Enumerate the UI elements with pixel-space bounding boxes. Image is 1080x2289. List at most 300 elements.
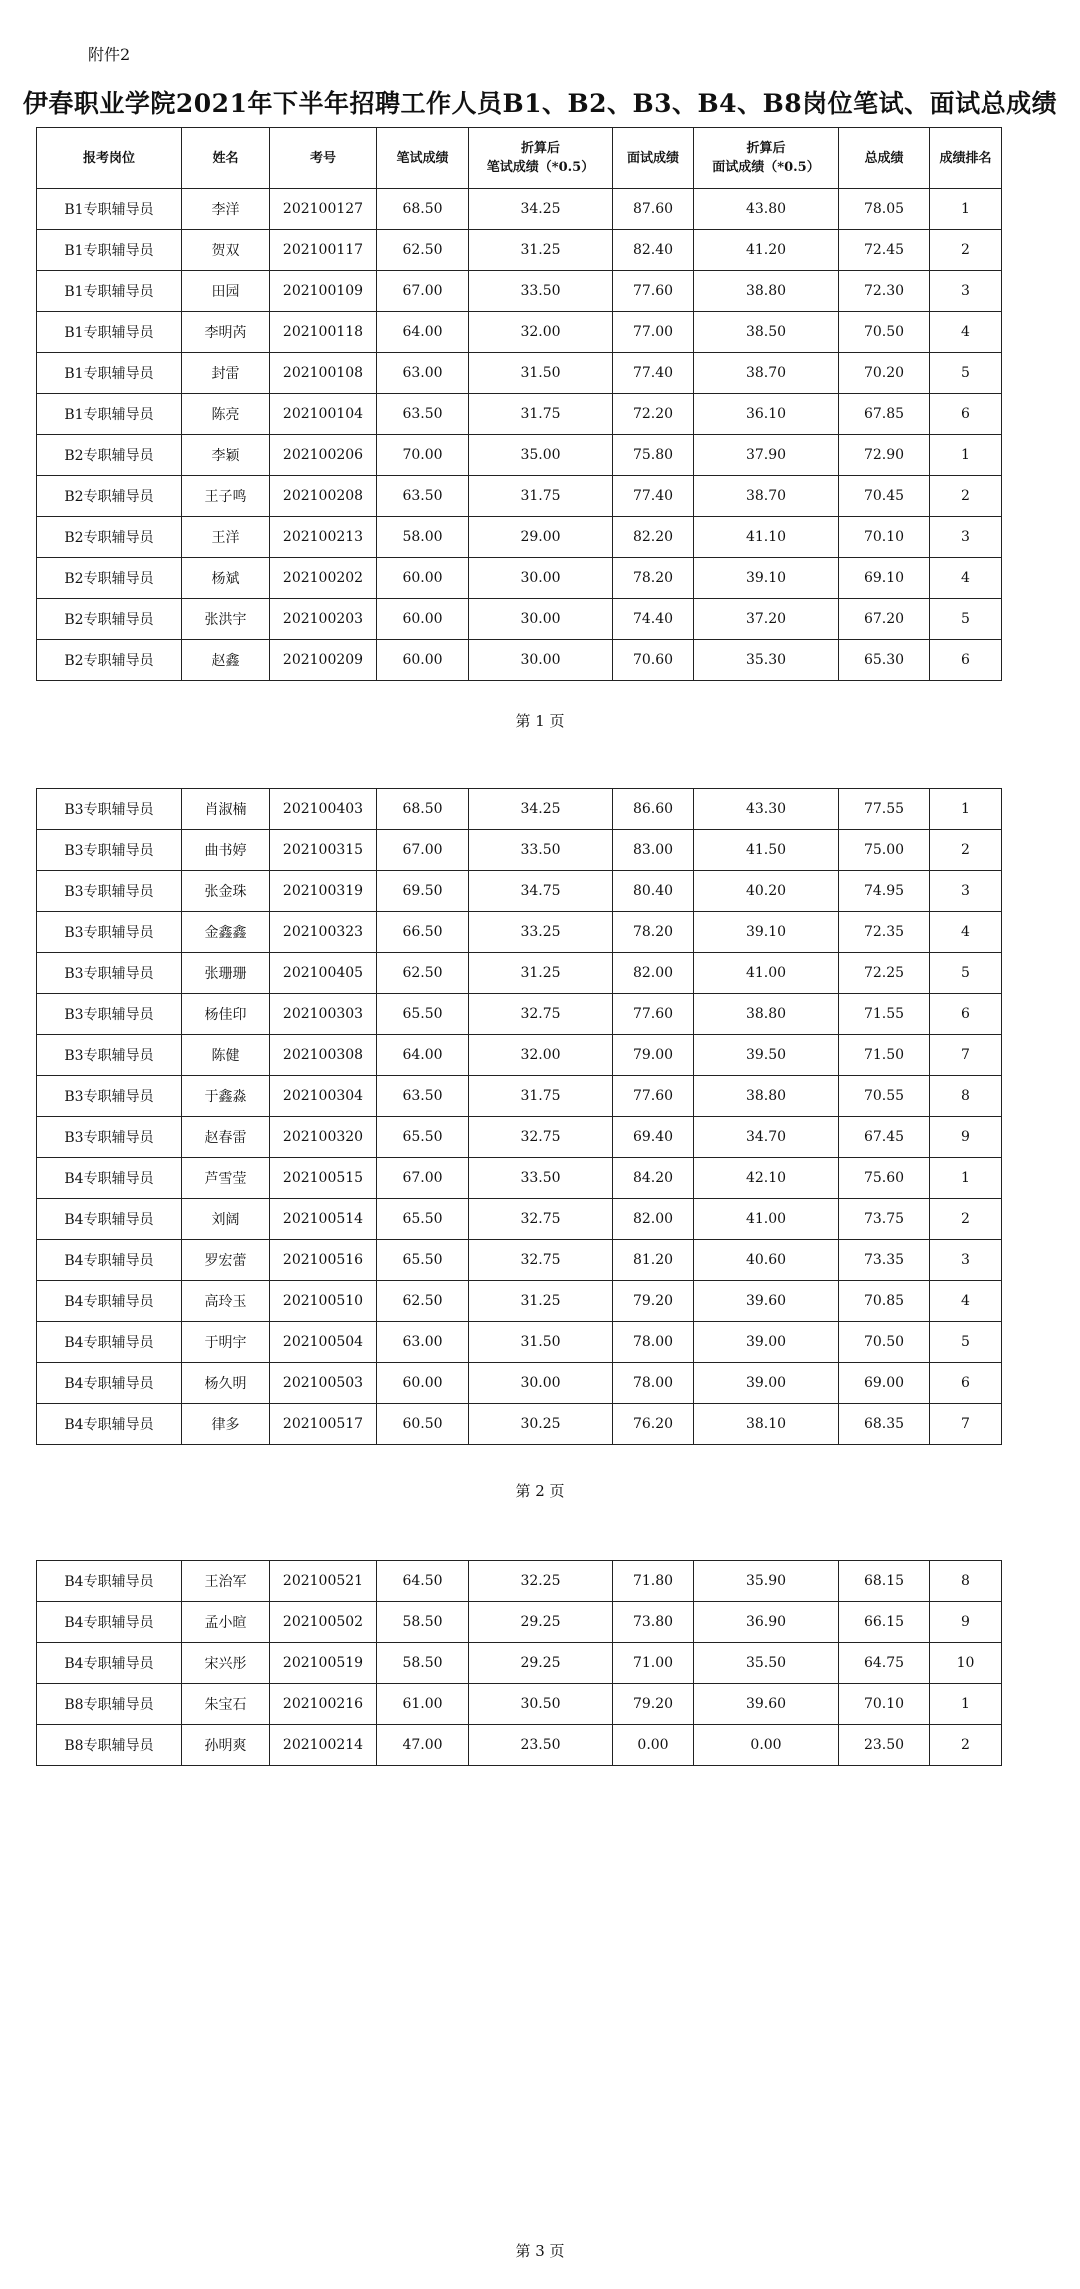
cell-total-score: 67.20 bbox=[839, 599, 930, 640]
cell-interview-score: 75.80 bbox=[613, 435, 694, 476]
cell-name: 赵鑫 bbox=[182, 640, 270, 681]
cell-written-score: 65.50 bbox=[377, 1240, 469, 1281]
cell-position: B1专职辅导员 bbox=[37, 394, 182, 435]
cell-total-score: 70.50 bbox=[839, 1322, 930, 1363]
cell-total-score: 65.30 bbox=[839, 640, 930, 681]
page-number-2: 第 2 页 bbox=[515, 1482, 565, 1500]
cell-written-converted: 35.00 bbox=[469, 435, 613, 476]
cell-written-converted: 30.00 bbox=[469, 1363, 613, 1404]
header-exam-number: 考号 bbox=[270, 128, 377, 189]
cell-position: B3专职辅导员 bbox=[37, 830, 182, 871]
cell-exam-number: 202100521 bbox=[270, 1561, 377, 1602]
cell-total-score: 67.45 bbox=[839, 1117, 930, 1158]
cell-position: B3专职辅导员 bbox=[37, 789, 182, 830]
cell-rank: 7 bbox=[930, 1035, 1002, 1076]
cell-interview-score: 77.60 bbox=[613, 994, 694, 1035]
cell-name: 刘阔 bbox=[182, 1199, 270, 1240]
cell-interview-score: 69.40 bbox=[613, 1117, 694, 1158]
table-row bbox=[37, 230, 1002, 271]
page-number-3: 第 3 页 bbox=[515, 2242, 565, 2260]
table-row bbox=[37, 517, 1002, 558]
cell-position: B2专职辅导员 bbox=[37, 599, 182, 640]
cell-name: 陈健 bbox=[182, 1035, 270, 1076]
table-row bbox=[37, 994, 1002, 1035]
cell-total-score: 71.50 bbox=[839, 1035, 930, 1076]
cell-rank: 6 bbox=[930, 394, 1002, 435]
cell-name: 李明芮 bbox=[182, 312, 270, 353]
cell-written-converted: 32.75 bbox=[469, 994, 613, 1035]
cell-written-converted: 32.00 bbox=[469, 1035, 613, 1076]
cell-exam-number: 202100208 bbox=[270, 476, 377, 517]
table-row bbox=[37, 312, 1002, 353]
table-row bbox=[37, 476, 1002, 517]
cell-written-converted: 23.50 bbox=[469, 1725, 613, 1766]
cell-interview-converted: 38.80 bbox=[694, 1076, 839, 1117]
cell-rank: 8 bbox=[930, 1561, 1002, 1602]
table-row bbox=[37, 1404, 1002, 1445]
cell-interview-converted: 43.80 bbox=[694, 189, 839, 230]
cell-total-score: 68.15 bbox=[839, 1561, 930, 1602]
cell-interview-converted: 41.00 bbox=[694, 1199, 839, 1240]
table-row bbox=[37, 599, 1002, 640]
cell-interview-converted: 35.30 bbox=[694, 640, 839, 681]
cell-interview-score: 82.00 bbox=[613, 1199, 694, 1240]
cell-written-score: 63.50 bbox=[377, 1076, 469, 1117]
cell-written-converted: 33.50 bbox=[469, 271, 613, 312]
cell-interview-converted: 41.50 bbox=[694, 830, 839, 871]
cell-name: 张洪宇 bbox=[182, 599, 270, 640]
cell-interview-score: 82.40 bbox=[613, 230, 694, 271]
cell-written-converted: 33.50 bbox=[469, 830, 613, 871]
cell-interview-score: 83.00 bbox=[613, 830, 694, 871]
cell-name: 陈亮 bbox=[182, 394, 270, 435]
cell-name: 律多 bbox=[182, 1404, 270, 1445]
cell-exam-number: 202100304 bbox=[270, 1076, 377, 1117]
cell-exam-number: 202100127 bbox=[270, 189, 377, 230]
table-row bbox=[37, 1684, 1002, 1725]
cell-written-score: 63.00 bbox=[377, 353, 469, 394]
cell-rank: 1 bbox=[930, 189, 1002, 230]
page-number-1: 第 1 页 bbox=[515, 712, 565, 730]
cell-position: B4专职辅导员 bbox=[37, 1240, 182, 1281]
cell-position: B2专职辅导员 bbox=[37, 517, 182, 558]
cell-exam-number: 202100202 bbox=[270, 558, 377, 599]
table-row bbox=[37, 1561, 1002, 1602]
cell-interview-score: 78.00 bbox=[613, 1322, 694, 1363]
cell-total-score: 70.10 bbox=[839, 1684, 930, 1725]
cell-written-converted: 30.25 bbox=[469, 1404, 613, 1445]
table-header-row bbox=[37, 128, 1002, 189]
cell-position: B4专职辅导员 bbox=[37, 1322, 182, 1363]
cell-name: 高玲玉 bbox=[182, 1281, 270, 1322]
cell-name: 于明宇 bbox=[182, 1322, 270, 1363]
cell-written-score: 63.00 bbox=[377, 1322, 469, 1363]
cell-written-score: 68.50 bbox=[377, 789, 469, 830]
cell-interview-converted: 41.10 bbox=[694, 517, 839, 558]
cell-exam-number: 202100209 bbox=[270, 640, 377, 681]
cell-written-converted: 31.50 bbox=[469, 1322, 613, 1363]
table-row bbox=[37, 1602, 1002, 1643]
cell-exam-number: 202100320 bbox=[270, 1117, 377, 1158]
cell-interview-score: 71.00 bbox=[613, 1643, 694, 1684]
cell-rank: 1 bbox=[930, 1684, 1002, 1725]
cell-exam-number: 202100510 bbox=[270, 1281, 377, 1322]
table-row bbox=[37, 1643, 1002, 1684]
cell-rank: 5 bbox=[930, 953, 1002, 994]
cell-rank: 3 bbox=[930, 871, 1002, 912]
cell-written-score: 62.50 bbox=[377, 1281, 469, 1322]
cell-rank: 4 bbox=[930, 912, 1002, 953]
header-interview-converted: 折算后 面试成绩（*0.5） bbox=[694, 128, 839, 189]
table-row bbox=[37, 1199, 1002, 1240]
cell-written-converted: 30.00 bbox=[469, 558, 613, 599]
cell-interview-converted: 38.70 bbox=[694, 476, 839, 517]
cell-exam-number: 202100117 bbox=[270, 230, 377, 271]
cell-rank: 1 bbox=[930, 1158, 1002, 1199]
cell-interview-converted: 0.00 bbox=[694, 1725, 839, 1766]
cell-written-score: 66.50 bbox=[377, 912, 469, 953]
cell-total-score: 72.30 bbox=[839, 271, 930, 312]
cell-written-score: 68.50 bbox=[377, 189, 469, 230]
cell-interview-score: 79.20 bbox=[613, 1281, 694, 1322]
cell-interview-converted: 39.10 bbox=[694, 558, 839, 599]
cell-exam-number: 202100216 bbox=[270, 1684, 377, 1725]
header-name: 姓名 bbox=[182, 128, 270, 189]
cell-interview-converted: 41.20 bbox=[694, 230, 839, 271]
cell-position: B3专职辅导员 bbox=[37, 1035, 182, 1076]
cell-name: 芦雪莹 bbox=[182, 1158, 270, 1199]
cell-total-score: 72.90 bbox=[839, 435, 930, 476]
score-table-page-3 bbox=[36, 1560, 1002, 1766]
cell-position: B4专职辅导员 bbox=[37, 1602, 182, 1643]
cell-written-score: 69.50 bbox=[377, 871, 469, 912]
cell-interview-score: 77.60 bbox=[613, 271, 694, 312]
cell-interview-score: 86.60 bbox=[613, 789, 694, 830]
cell-total-score: 70.85 bbox=[839, 1281, 930, 1322]
cell-interview-converted: 35.90 bbox=[694, 1561, 839, 1602]
cell-position: B4专职辅导员 bbox=[37, 1199, 182, 1240]
cell-exam-number: 202100206 bbox=[270, 435, 377, 476]
cell-interview-converted: 36.90 bbox=[694, 1602, 839, 1643]
cell-written-score: 62.50 bbox=[377, 953, 469, 994]
cell-exam-number: 202100323 bbox=[270, 912, 377, 953]
cell-name: 曲书婷 bbox=[182, 830, 270, 871]
cell-written-converted: 30.00 bbox=[469, 640, 613, 681]
cell-rank: 5 bbox=[930, 599, 1002, 640]
cell-rank: 4 bbox=[930, 312, 1002, 353]
table-row bbox=[37, 640, 1002, 681]
header-written-converted: 折算后 笔试成绩（*0.5） bbox=[469, 128, 613, 189]
cell-name: 李颖 bbox=[182, 435, 270, 476]
cell-total-score: 72.25 bbox=[839, 953, 930, 994]
cell-interview-score: 79.00 bbox=[613, 1035, 694, 1076]
cell-exam-number: 202100515 bbox=[270, 1158, 377, 1199]
cell-position: B1专职辅导员 bbox=[37, 312, 182, 353]
cell-interview-converted: 39.00 bbox=[694, 1363, 839, 1404]
cell-position: B3专职辅导员 bbox=[37, 1076, 182, 1117]
cell-written-score: 64.50 bbox=[377, 1561, 469, 1602]
cell-position: B2专职辅导员 bbox=[37, 476, 182, 517]
cell-interview-converted: 40.60 bbox=[694, 1240, 839, 1281]
cell-written-score: 65.50 bbox=[377, 1199, 469, 1240]
cell-name: 杨斌 bbox=[182, 558, 270, 599]
cell-exam-number: 202100403 bbox=[270, 789, 377, 830]
cell-written-score: 60.00 bbox=[377, 599, 469, 640]
cell-rank: 10 bbox=[930, 1643, 1002, 1684]
cell-name: 李洋 bbox=[182, 189, 270, 230]
cell-written-score: 67.00 bbox=[377, 830, 469, 871]
cell-position: B4专职辅导员 bbox=[37, 1404, 182, 1445]
cell-exam-number: 202100104 bbox=[270, 394, 377, 435]
cell-rank: 2 bbox=[930, 1725, 1002, 1766]
cell-rank: 3 bbox=[930, 517, 1002, 558]
cell-interview-converted: 40.20 bbox=[694, 871, 839, 912]
cell-exam-number: 202100308 bbox=[270, 1035, 377, 1076]
cell-total-score: 23.50 bbox=[839, 1725, 930, 1766]
cell-written-score: 64.00 bbox=[377, 312, 469, 353]
cell-interview-converted: 39.60 bbox=[694, 1684, 839, 1725]
cell-name: 张珊珊 bbox=[182, 953, 270, 994]
cell-interview-score: 87.60 bbox=[613, 189, 694, 230]
cell-interview-converted: 38.80 bbox=[694, 994, 839, 1035]
cell-written-converted: 33.50 bbox=[469, 1158, 613, 1199]
table-row bbox=[37, 1725, 1002, 1766]
table-row bbox=[37, 189, 1002, 230]
cell-interview-converted: 35.50 bbox=[694, 1643, 839, 1684]
cell-written-converted: 31.75 bbox=[469, 1076, 613, 1117]
cell-exam-number: 202100214 bbox=[270, 1725, 377, 1766]
cell-written-score: 58.50 bbox=[377, 1602, 469, 1643]
cell-interview-score: 78.20 bbox=[613, 558, 694, 599]
cell-rank: 3 bbox=[930, 271, 1002, 312]
cell-written-converted: 33.25 bbox=[469, 912, 613, 953]
table-row bbox=[37, 1281, 1002, 1322]
cell-interview-score: 81.20 bbox=[613, 1240, 694, 1281]
cell-written-score: 67.00 bbox=[377, 271, 469, 312]
cell-written-converted: 34.25 bbox=[469, 189, 613, 230]
cell-position: B3专职辅导员 bbox=[37, 912, 182, 953]
cell-written-score: 67.00 bbox=[377, 1158, 469, 1199]
cell-exam-number: 202100213 bbox=[270, 517, 377, 558]
cell-interview-converted: 43.30 bbox=[694, 789, 839, 830]
cell-total-score: 70.50 bbox=[839, 312, 930, 353]
cell-interview-converted: 38.10 bbox=[694, 1404, 839, 1445]
table-row bbox=[37, 1322, 1002, 1363]
cell-interview-converted: 37.20 bbox=[694, 599, 839, 640]
cell-interview-converted: 36.10 bbox=[694, 394, 839, 435]
cell-total-score: 66.15 bbox=[839, 1602, 930, 1643]
cell-interview-score: 74.40 bbox=[613, 599, 694, 640]
cell-position: B4专职辅导员 bbox=[37, 1561, 182, 1602]
cell-total-score: 70.45 bbox=[839, 476, 930, 517]
cell-name: 于鑫淼 bbox=[182, 1076, 270, 1117]
cell-written-converted: 29.00 bbox=[469, 517, 613, 558]
cell-written-score: 60.00 bbox=[377, 558, 469, 599]
cell-written-converted: 31.25 bbox=[469, 230, 613, 271]
cell-rank: 2 bbox=[930, 230, 1002, 271]
cell-total-score: 78.05 bbox=[839, 189, 930, 230]
cell-interview-converted: 37.90 bbox=[694, 435, 839, 476]
cell-interview-converted: 39.50 bbox=[694, 1035, 839, 1076]
table-row bbox=[37, 394, 1002, 435]
cell-written-converted: 32.75 bbox=[469, 1117, 613, 1158]
cell-written-converted: 32.00 bbox=[469, 312, 613, 353]
table-row bbox=[37, 1035, 1002, 1076]
cell-name: 肖淑楠 bbox=[182, 789, 270, 830]
cell-written-converted: 34.25 bbox=[469, 789, 613, 830]
table-row bbox=[37, 953, 1002, 994]
cell-rank: 9 bbox=[930, 1117, 1002, 1158]
cell-exam-number: 202100203 bbox=[270, 599, 377, 640]
cell-position: B4专职辅导员 bbox=[37, 1158, 182, 1199]
cell-total-score: 70.10 bbox=[839, 517, 930, 558]
cell-name: 杨久明 bbox=[182, 1363, 270, 1404]
cell-interview-score: 84.20 bbox=[613, 1158, 694, 1199]
cell-interview-score: 82.00 bbox=[613, 953, 694, 994]
score-table-page-1 bbox=[36, 127, 1002, 681]
cell-interview-score: 77.40 bbox=[613, 476, 694, 517]
cell-exam-number: 202100319 bbox=[270, 871, 377, 912]
cell-interview-converted: 39.60 bbox=[694, 1281, 839, 1322]
cell-written-converted: 32.75 bbox=[469, 1199, 613, 1240]
cell-total-score: 73.75 bbox=[839, 1199, 930, 1240]
header-interview-score: 面试成绩 bbox=[613, 128, 694, 189]
table-row bbox=[37, 1117, 1002, 1158]
cell-rank: 2 bbox=[930, 476, 1002, 517]
cell-total-score: 73.35 bbox=[839, 1240, 930, 1281]
cell-written-score: 64.00 bbox=[377, 1035, 469, 1076]
header-rank: 成绩排名 bbox=[930, 128, 1002, 189]
cell-exam-number: 202100303 bbox=[270, 994, 377, 1035]
cell-rank: 6 bbox=[930, 994, 1002, 1035]
cell-position: B3专职辅导员 bbox=[37, 1117, 182, 1158]
table-row bbox=[37, 435, 1002, 476]
cell-written-score: 70.00 bbox=[377, 435, 469, 476]
cell-written-converted: 30.00 bbox=[469, 599, 613, 640]
cell-total-score: 75.00 bbox=[839, 830, 930, 871]
cell-written-score: 63.50 bbox=[377, 394, 469, 435]
cell-exam-number: 202100502 bbox=[270, 1602, 377, 1643]
cell-position: B4专职辅导员 bbox=[37, 1643, 182, 1684]
cell-name: 罗宏蕾 bbox=[182, 1240, 270, 1281]
cell-rank: 5 bbox=[930, 1322, 1002, 1363]
cell-interview-score: 78.00 bbox=[613, 1363, 694, 1404]
cell-exam-number: 202100519 bbox=[270, 1643, 377, 1684]
cell-interview-converted: 39.10 bbox=[694, 912, 839, 953]
cell-total-score: 74.95 bbox=[839, 871, 930, 912]
cell-total-score: 70.20 bbox=[839, 353, 930, 394]
cell-interview-score: 72.20 bbox=[613, 394, 694, 435]
cell-rank: 5 bbox=[930, 353, 1002, 394]
cell-total-score: 77.55 bbox=[839, 789, 930, 830]
cell-position: B3专职辅导员 bbox=[37, 994, 182, 1035]
cell-written-score: 58.00 bbox=[377, 517, 469, 558]
score-table-page-2 bbox=[36, 788, 1002, 1445]
cell-written-converted: 29.25 bbox=[469, 1643, 613, 1684]
cell-interview-converted: 34.70 bbox=[694, 1117, 839, 1158]
cell-written-score: 60.00 bbox=[377, 1363, 469, 1404]
table-row bbox=[37, 789, 1002, 830]
cell-written-score: 65.50 bbox=[377, 994, 469, 1035]
cell-exam-number: 202100504 bbox=[270, 1322, 377, 1363]
table-row bbox=[37, 271, 1002, 312]
cell-written-score: 60.00 bbox=[377, 640, 469, 681]
cell-interview-score: 71.80 bbox=[613, 1561, 694, 1602]
cell-position: B3专职辅导员 bbox=[37, 953, 182, 994]
table-row bbox=[37, 353, 1002, 394]
cell-name: 王洋 bbox=[182, 517, 270, 558]
cell-interview-score: 79.20 bbox=[613, 1684, 694, 1725]
cell-name: 朱宝石 bbox=[182, 1684, 270, 1725]
table-row bbox=[37, 871, 1002, 912]
annex-label: 附件2 bbox=[88, 45, 131, 64]
cell-name: 赵春雷 bbox=[182, 1117, 270, 1158]
cell-interview-converted: 38.50 bbox=[694, 312, 839, 353]
cell-position: B1专职辅导员 bbox=[37, 230, 182, 271]
header-total-score: 总成绩 bbox=[839, 128, 930, 189]
cell-position: B3专职辅导员 bbox=[37, 871, 182, 912]
cell-name: 金鑫鑫 bbox=[182, 912, 270, 953]
cell-position: B8专职辅导员 bbox=[37, 1684, 182, 1725]
cell-name: 杨佳印 bbox=[182, 994, 270, 1035]
cell-position: B4专职辅导员 bbox=[37, 1363, 182, 1404]
document-title: 伊春职业学院2021年下半年招聘工作人员B1、B2、B3、B4、B8岗位笔试、面试总成绩 bbox=[22, 89, 1058, 118]
cell-interview-converted: 41.00 bbox=[694, 953, 839, 994]
cell-rank: 1 bbox=[930, 789, 1002, 830]
cell-rank: 2 bbox=[930, 1199, 1002, 1240]
cell-name: 田园 bbox=[182, 271, 270, 312]
cell-interview-score: 77.00 bbox=[613, 312, 694, 353]
cell-written-converted: 34.75 bbox=[469, 871, 613, 912]
cell-total-score: 75.60 bbox=[839, 1158, 930, 1199]
cell-written-score: 62.50 bbox=[377, 230, 469, 271]
header-position: 报考岗位 bbox=[37, 128, 182, 189]
cell-interview-score: 0.00 bbox=[613, 1725, 694, 1766]
cell-written-converted: 31.75 bbox=[469, 394, 613, 435]
table-row bbox=[37, 830, 1002, 871]
cell-written-converted: 31.75 bbox=[469, 476, 613, 517]
cell-rank: 6 bbox=[930, 1363, 1002, 1404]
cell-rank: 1 bbox=[930, 435, 1002, 476]
cell-name: 宋兴彤 bbox=[182, 1643, 270, 1684]
cell-written-converted: 31.25 bbox=[469, 1281, 613, 1322]
cell-exam-number: 202100517 bbox=[270, 1404, 377, 1445]
cell-exam-number: 202100405 bbox=[270, 953, 377, 994]
cell-rank: 8 bbox=[930, 1076, 1002, 1117]
cell-written-converted: 29.25 bbox=[469, 1602, 613, 1643]
cell-name: 贺双 bbox=[182, 230, 270, 271]
cell-written-converted: 31.25 bbox=[469, 953, 613, 994]
cell-written-score: 61.00 bbox=[377, 1684, 469, 1725]
cell-exam-number: 202100514 bbox=[270, 1199, 377, 1240]
cell-rank: 2 bbox=[930, 830, 1002, 871]
cell-exam-number: 202100109 bbox=[270, 271, 377, 312]
cell-name: 王治军 bbox=[182, 1561, 270, 1602]
cell-position: B2专职辅导员 bbox=[37, 435, 182, 476]
cell-position: B1专职辅导员 bbox=[37, 189, 182, 230]
cell-rank: 9 bbox=[930, 1602, 1002, 1643]
cell-written-converted: 32.75 bbox=[469, 1240, 613, 1281]
cell-interview-score: 73.80 bbox=[613, 1602, 694, 1643]
cell-total-score: 69.00 bbox=[839, 1363, 930, 1404]
cell-interview-converted: 38.80 bbox=[694, 271, 839, 312]
cell-rank: 3 bbox=[930, 1240, 1002, 1281]
cell-position: B4专职辅导员 bbox=[37, 1281, 182, 1322]
cell-written-score: 58.50 bbox=[377, 1643, 469, 1684]
cell-interview-score: 76.20 bbox=[613, 1404, 694, 1445]
cell-name: 孟小暄 bbox=[182, 1602, 270, 1643]
cell-interview-score: 77.40 bbox=[613, 353, 694, 394]
